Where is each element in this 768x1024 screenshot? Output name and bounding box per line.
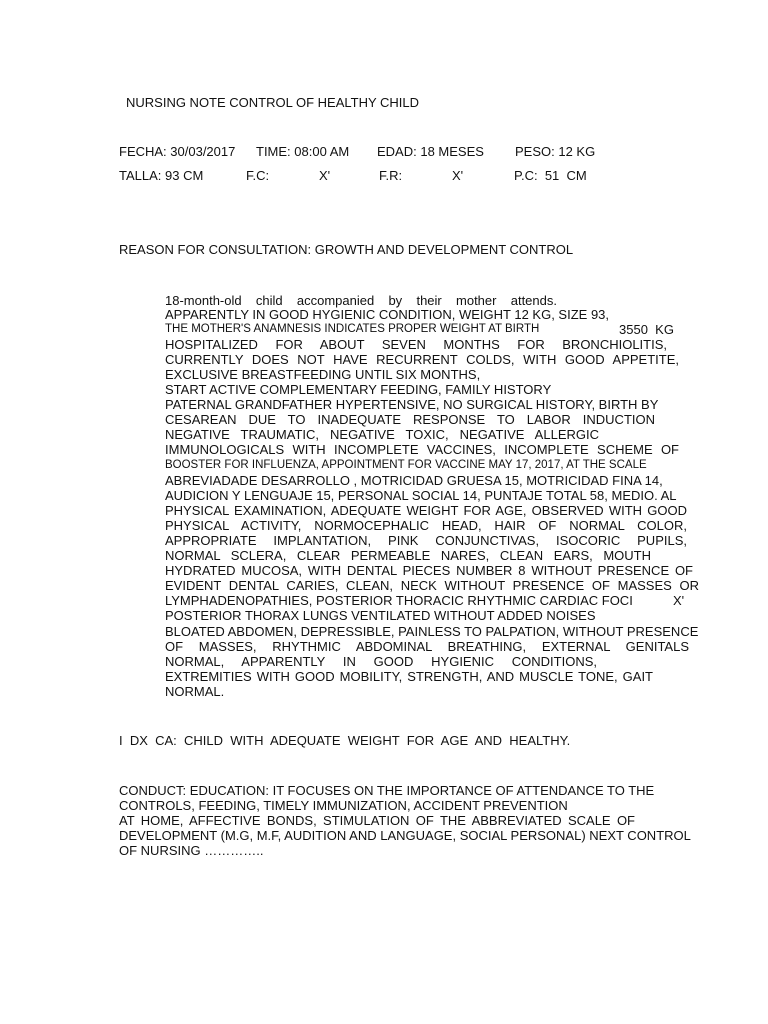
- note-line: POSTERIOR THORAX LUNGS VENTILATED WITHOUT ADDED NOISES: [165, 608, 596, 623]
- time-field: TIME: 08:00 AM: [256, 144, 350, 159]
- head-circumference-field: P.C: 51 CM: [514, 168, 587, 183]
- conduct-line: CONDUCT: EDUCATION: IT FOCUSES ON THE IMPORTANCE OF ATTENDANCE TO THE: [119, 783, 655, 798]
- note-line: START ACTIVE COMPLEMENTARY FEEDING, FAMILY HISTORY: [165, 382, 552, 397]
- note-line: NORMAL SCLERA, CLEAR PERMEABLE NARES, CLEAN EARS, MOUTH: [165, 548, 651, 563]
- birth-weight-value: 3550 KG: [619, 322, 674, 337]
- note-line: HOSPITALIZED FOR ABOUT SEVEN MONTHS FOR BRONCHIOLITIS,: [165, 337, 667, 352]
- note-line: LYMPHADENOPATHIES, POSTERIOR THORACIC RHYTHMIC CARDIAC FOCI: [165, 593, 633, 608]
- note-line: BLOATED ABDOMEN, DEPRESSIBLE, PAINLESS TO PALPATION, WITHOUT PRESENCE: [165, 624, 699, 639]
- note-line: IMMUNOLOGICALS WITH INCOMPLETE VACCINES, INCOMPLETE SCHEME OF: [165, 442, 679, 457]
- note-line: THE MOTHER'S ANAMNESIS INDICATES PROPER WEIGHT AT BIRTH: [165, 323, 540, 335]
- reason-for-consultation: REASON FOR CONSULTATION: GROWTH AND DEVELOPMENT CONTROL: [119, 242, 574, 257]
- diagnosis: I DX CA: CHILD WITH ADEQUATE WEIGHT FOR AGE AND HEALTHY.: [119, 733, 571, 748]
- note-line: EXTREMITIES WITH GOOD MOBILITY, STRENGTH, AND MUSCLE TONE, GAIT: [165, 669, 653, 684]
- note-line: NORMAL.: [165, 684, 225, 699]
- note-line: CURRENTLY DOES NOT HAVE RECURRENT COLDS, WITH GOOD APPETITE,: [165, 352, 679, 367]
- heart-rate-value: X': [319, 168, 331, 183]
- note-line: APPROPRIATE IMPLANTATION, PINK CONJUNCTIVAS, ISOCORIC PUPILS,: [165, 533, 687, 548]
- note-line: CESAREAN DUE TO INADEQUATE RESPONSE TO LABOR INDUCTION: [165, 412, 655, 427]
- resp-rate-value: X': [452, 168, 464, 183]
- heart-rate-label: F.C:: [246, 168, 270, 183]
- conduct-line: DEVELOPMENT (M.G, M.F, AUDITION AND LANGUAGE, SOCIAL PERSONAL) NEXT CONTROL: [119, 828, 691, 843]
- conduct-line: OF NURSING …………..: [119, 843, 264, 858]
- note-line: PATERNAL GRANDFATHER HYPERTENSIVE, NO SURGICAL HISTORY, BIRTH BY: [165, 397, 659, 412]
- height-field: TALLA: 93 CM: [119, 168, 204, 183]
- note-line: NEGATIVE TRAUMATIC, NEGATIVE TOXIC, NEGATIVE ALLERGIC: [165, 427, 599, 442]
- age-field: EDAD: 18 MESES: [377, 144, 484, 159]
- note-line: APPARENTLY IN GOOD HYGIENIC CONDITION, WEIGHT 12 KG, SIZE 93,: [165, 307, 610, 322]
- note-line: HYDRATED MUCOSA, WITH DENTAL PIECES NUMBER 8 WITHOUT PRESENCE OF: [165, 563, 693, 578]
- weight-field: PESO: 12 KG: [515, 144, 596, 159]
- cardiac-foci-value: X': [673, 593, 685, 608]
- note-line: OF MASSES, RHYTHMIC ABDOMINAL BREATHING, EXTERNAL GENITALS: [165, 639, 689, 654]
- note-line: EVIDENT DENTAL CARIES, CLEAN, NECK WITHOUT PRESENCE OF MASSES OR: [165, 578, 699, 593]
- note-line: 18-month-old child accompanied by their mother attends.: [165, 293, 557, 308]
- conduct-line: AT HOME, AFFECTIVE BONDS, STIMULATION OF THE ABBREVIATED SCALE OF: [119, 813, 635, 828]
- note-line: EXCLUSIVE BREASTFEEDING UNTIL SIX MONTHS,: [165, 367, 481, 382]
- document-title: NURSING NOTE CONTROL OF HEALTHY CHILD: [126, 95, 420, 110]
- note-line: AUDICION Y LENGUAJE 15, PERSONAL SOCIAL 14, PUNTAJE TOTAL 58, MEDIO. AL: [165, 488, 677, 503]
- conduct-line: CONTROLS, FEEDING, TIMELY IMMUNIZATION, ACCIDENT PREVENTION: [119, 798, 568, 813]
- note-line: PHYSICAL ACTIVITY, NORMOCEPHALIC HEAD, HAIR OF NORMAL COLOR,: [165, 518, 687, 533]
- note-line: NORMAL, APPARENTLY IN GOOD HYGIENIC CONDITIONS,: [165, 654, 597, 669]
- note-line: PHYSICAL EXAMINATION, ADEQUATE WEIGHT FOR AGE, OBSERVED WITH GOOD: [165, 503, 687, 518]
- resp-rate-label: F.R:: [379, 168, 403, 183]
- note-line: BOOSTER FOR INFLUENZA, APPOINTMENT FOR VACCINE MAY 17, 2017, AT THE SCALE: [165, 459, 647, 471]
- note-line: ABREVIADADE DESARROLLO , MOTRICIDAD GRUESA 15, MOTRICIDAD FINA 14,: [165, 473, 663, 488]
- date-field: FECHA: 30/03/2017: [119, 144, 236, 159]
